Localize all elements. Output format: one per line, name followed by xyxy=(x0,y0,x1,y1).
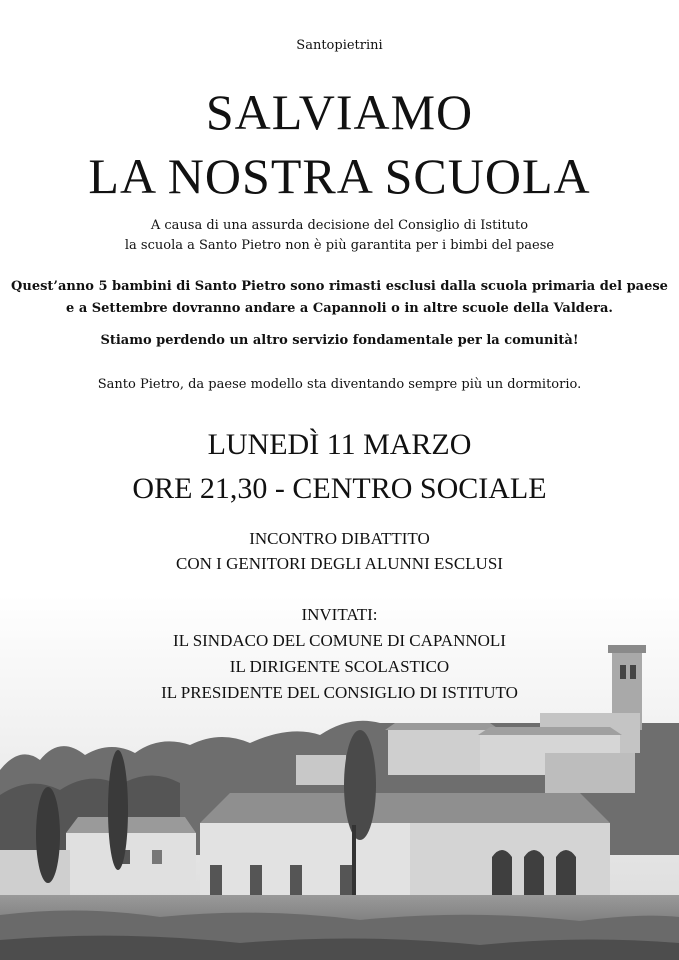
title-line-2: LA NOSTRA SCUOLA xyxy=(88,148,591,204)
invited-guest: IL DIRIGENTE SCOLASTICO xyxy=(229,657,450,676)
intro-text xyxy=(0,216,679,256)
intro-line-1: A causa di una assurda decisione del Consiglio di Istituto xyxy=(150,218,529,233)
title-line-1: SALVIAMO xyxy=(205,84,474,140)
excluded-children-text xyxy=(0,276,679,320)
bold-line-1: Quest’anno 5 bambini di Santo Pietro sono rimasti esclusi dalla scuola primaria del paese xyxy=(11,279,668,294)
organization-name: Santopietrini xyxy=(296,38,383,53)
event-info xyxy=(0,423,679,511)
invited-heading: INVITATI: xyxy=(301,605,378,624)
intro-line-2: la scuola a Santo Pietro non è più garantita per i bimbi del paese xyxy=(124,238,555,253)
service-loss-text: Stiamo perdendo un altro servizio fondamentale per la comunità! xyxy=(100,333,579,348)
invited-guest: IL SINDACO DEL COMUNE DI CAPANNOLI xyxy=(173,631,506,650)
dormitory-text: Santo Pietro, da paese modello sta diventando sempre più un dormitorio. xyxy=(97,377,582,392)
event-date: LUNEDÌ 11 MARZO xyxy=(207,428,472,461)
invited-list xyxy=(0,602,679,706)
meeting-info xyxy=(0,526,679,576)
page-title xyxy=(0,80,679,208)
meeting-line-2: CON I GENITORI DEGLI ALUNNI ESCLUSI xyxy=(176,554,503,573)
event-time-place: ORE 21,30 - CENTRO SOCIALE xyxy=(132,472,547,505)
bold-line-2: e a Settembre dovranno andare a Capannoli o in altre scuole della Valdera. xyxy=(66,301,613,316)
invited-guest: IL PRESIDENTE DEL CONSIGLIO DI ISTITUTO xyxy=(161,683,518,702)
meeting-line-1: INCONTRO DIBATTITO xyxy=(249,529,430,548)
